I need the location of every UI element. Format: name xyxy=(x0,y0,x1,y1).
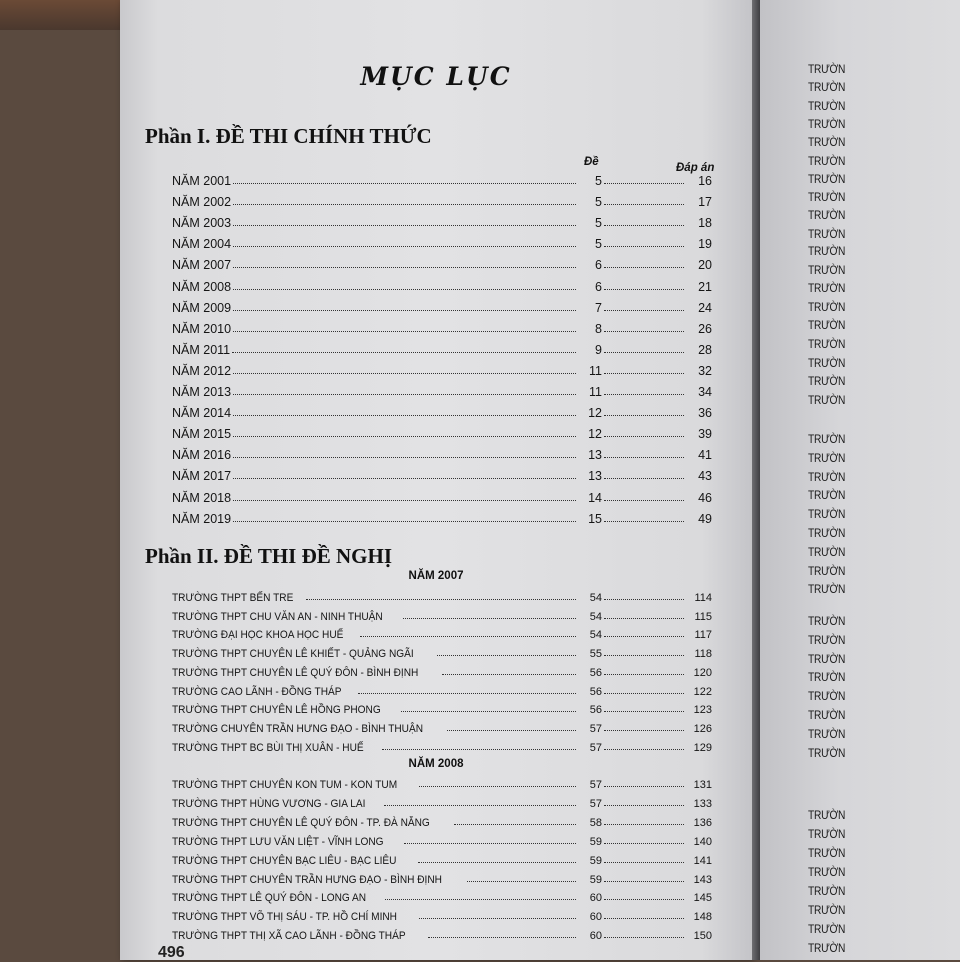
right-page-entry: TRƯỜN xyxy=(808,689,846,704)
dot-leader xyxy=(403,617,576,619)
right-page-entry: TRƯỜN xyxy=(808,299,846,314)
dot-leader xyxy=(604,710,684,712)
toc-entry-label: NĂM 2003 xyxy=(172,216,232,231)
dot-leader xyxy=(454,823,576,825)
dot-leader xyxy=(418,861,576,863)
toc-entry-label: TRƯỜNG THPT LƯU VĂN LIỆT - VĨNH LONG xyxy=(172,835,384,848)
dot-leader xyxy=(233,203,576,205)
toc-de-page: 55 xyxy=(589,648,602,661)
toc-row xyxy=(172,442,712,462)
right-page-entry: TRƯỜN xyxy=(808,507,846,522)
toc-dapan-page: 43 xyxy=(698,469,712,484)
toc-dapan-page: 34 xyxy=(698,385,712,399)
dot-leader xyxy=(233,245,576,247)
dot-leader xyxy=(604,654,684,656)
right-page-entry: TRƯỜN xyxy=(808,469,846,484)
dot-leader xyxy=(604,898,684,900)
right-page-entry: TRƯỜN xyxy=(808,80,846,95)
toc-entry-label: TRƯỜNG THPT THỊ XÃ CAO LÃNH - ĐỒNG THÁP xyxy=(172,930,406,943)
toc-dapan-page: 28 xyxy=(698,342,712,357)
toc-entry-label: NĂM 2015 xyxy=(172,427,232,442)
dot-leader xyxy=(604,414,684,416)
right-page-entry: TRƯỜN xyxy=(808,726,846,741)
toc-row xyxy=(172,621,712,641)
dot-leader xyxy=(604,309,684,311)
toc-dapan-page: 145 xyxy=(693,892,712,905)
toc-row xyxy=(172,189,712,209)
right-page-entry: TRƯỜN xyxy=(808,116,846,131)
dot-leader xyxy=(604,351,684,353)
toc-de-page: 54 xyxy=(589,592,602,604)
right-page-entry: TRƯỜN xyxy=(808,544,846,559)
toc-entry-label: TRƯỜNG THPT CHUYÊN LÊ QUÝ ĐÔN - TP. ĐÀ NẴNG xyxy=(172,816,430,829)
toc-dapan-page: 117 xyxy=(694,629,712,642)
toc-entry-label: NĂM 2017 xyxy=(172,469,232,484)
toc-row xyxy=(172,866,712,886)
dot-leader xyxy=(467,880,576,882)
toc-dapan-page: 20 xyxy=(698,258,712,273)
part1-heading: Phần I. ĐỀ THI CHÍNH THỨC xyxy=(145,124,432,148)
toc-entry-label: NĂM 2016 xyxy=(172,448,232,463)
right-page-entry: TRƯỜN xyxy=(808,171,846,186)
toc-de-page: 13 xyxy=(588,448,602,463)
toc-row xyxy=(172,295,712,315)
toc-dapan-page: 150 xyxy=(693,930,712,943)
dot-leader xyxy=(233,330,576,332)
dot-leader xyxy=(419,917,576,919)
toc-de-page: 57 xyxy=(589,797,602,810)
dot-leader xyxy=(233,435,576,437)
toc-row xyxy=(172,506,712,526)
dot-leader xyxy=(604,748,684,750)
dot-leader xyxy=(604,917,684,919)
toc-dapan-page: 129 xyxy=(693,741,712,754)
toc-row xyxy=(172,809,712,829)
toc-row xyxy=(172,584,712,604)
toc-de-page: 60 xyxy=(589,892,602,905)
toc-entry-label: TRƯỜNG THPT CHUYÊN TRẦN HƯNG ĐẠO - BÌNH ĐỊNH xyxy=(172,873,442,886)
right-page-entry: TRƯỜN xyxy=(808,318,846,333)
dot-leader xyxy=(604,823,684,825)
year-2008-heading: NĂM 2008 xyxy=(408,758,464,770)
dot-leader xyxy=(437,654,576,656)
toc-row xyxy=(172,379,712,399)
right-page-entry: TRƯỜN xyxy=(808,244,846,258)
toc-dapan-page: 19 xyxy=(698,237,712,252)
dot-leader xyxy=(604,435,684,437)
toc-entry-label: TRƯỜNG THPT LÊ QUÝ ĐÔN - LONG AN xyxy=(172,892,367,905)
toc-row xyxy=(172,337,712,357)
toc-row xyxy=(172,358,712,378)
toc-row xyxy=(172,603,712,623)
dot-leader xyxy=(604,330,684,332)
toc-entry-label: TRƯỜNG THPT CHUYÊN LÊ QUÝ ĐÔN - BÌNH ĐỊNH xyxy=(172,666,419,679)
toc-de-page: 56 xyxy=(589,704,602,717)
right-page-entry: TRƯỜN xyxy=(808,135,846,150)
dot-leader xyxy=(604,182,684,184)
toc-entry-label: TRƯỜNG CAO LÃNH - ĐỒNG THÁP xyxy=(172,685,342,698)
book-page-right xyxy=(760,0,960,960)
dot-leader xyxy=(604,673,684,675)
toc-dapan-page: 17 xyxy=(698,195,712,210)
toc-de-page: 58 xyxy=(589,816,602,829)
toc-de-page: 12 xyxy=(588,427,602,442)
toc-row xyxy=(172,640,712,660)
toc-row xyxy=(172,847,712,867)
right-page-entry: TRƯỜN xyxy=(808,582,846,597)
dot-leader xyxy=(233,456,576,458)
dot-leader xyxy=(604,372,684,374)
toc-row xyxy=(172,252,712,272)
toc-dapan-page: 41 xyxy=(698,448,712,463)
toc-entry-label: TRƯỜNG CHUYÊN TRẦN HƯNG ĐẠO - BÌNH THUẬN xyxy=(172,722,424,735)
dot-leader xyxy=(604,880,684,882)
right-page-entry: TRƯỜN xyxy=(808,62,846,76)
dot-leader xyxy=(358,692,576,694)
toc-entry-label: NĂM 2007 xyxy=(172,258,232,273)
right-page-entry: TRƯỜN xyxy=(808,865,846,879)
toc-dapan-page: 143 xyxy=(693,873,712,886)
toc-entry-label: NĂM 2001 xyxy=(172,174,232,188)
dot-leader xyxy=(604,393,684,395)
toc-de-page: 59 xyxy=(589,873,602,886)
dot-leader xyxy=(604,224,684,226)
toc-dapan-page: 148 xyxy=(693,911,712,924)
toc-row xyxy=(172,790,712,810)
dot-leader xyxy=(233,477,576,479)
dot-leader xyxy=(604,456,684,458)
right-page-entry: TRƯỜN xyxy=(808,903,846,917)
right-page-entry: TRƯỜN xyxy=(808,281,846,296)
toc-entry-label: TRƯỜNG THPT CHUYÊN BẠC LIÊU - BẠC LIÊU xyxy=(172,854,397,867)
toc-dapan-page: 140 xyxy=(693,835,712,848)
toc-de-page: 15 xyxy=(588,511,602,526)
toc-dapan-page: 133 xyxy=(693,797,712,810)
dot-leader xyxy=(233,309,576,311)
dot-leader xyxy=(419,785,576,787)
toc-de-page: 54 xyxy=(589,629,602,642)
toc-row xyxy=(172,903,712,923)
right-page-entry: TRƯỜN xyxy=(808,190,846,205)
toc-dapan-page: 24 xyxy=(698,300,712,315)
toc-de-page: 8 xyxy=(595,321,602,336)
toc-row xyxy=(172,696,712,716)
toc-dapan-page: 122 xyxy=(693,685,712,698)
toc-dapan-page: 32 xyxy=(698,363,712,378)
right-page-entry: TRƯỜN xyxy=(808,450,846,465)
toc-dapan-page: 123 xyxy=(693,704,712,717)
toc-de-page: 56 xyxy=(589,685,602,698)
column-header-dapan: Đáp án xyxy=(676,162,715,174)
toc-dapan-page: 21 xyxy=(698,279,712,294)
right-page-entry: TRƯỜN xyxy=(808,708,846,722)
toc-entry-label: TRƯỜNG THPT VÕ THỊ SÁU - TP. HỒ CHÍ MINH xyxy=(172,911,397,924)
right-page-entry: TRƯỜN xyxy=(808,922,846,936)
toc-dapan-page: 26 xyxy=(698,321,712,336)
toc-de-page: 11 xyxy=(589,363,602,378)
toc-dapan-page: 136 xyxy=(693,816,712,829)
right-page-entry: TRƯỜN xyxy=(808,262,846,277)
right-page-entry: TRƯỜN xyxy=(808,337,846,351)
toc-entry-label: NĂM 2012 xyxy=(172,363,232,378)
toc-row xyxy=(172,771,712,791)
dot-leader xyxy=(401,710,576,712)
toc-dapan-page: 49 xyxy=(698,511,712,526)
toc-row xyxy=(172,168,712,188)
right-page-entry: TRƯỜN xyxy=(808,846,846,860)
toc-dapan-page: 114 xyxy=(694,592,712,604)
toc-entry-label: NĂM 2010 xyxy=(172,321,232,336)
dot-leader xyxy=(604,804,684,806)
toc-entry-label: TRƯỜNG ĐẠI HỌC KHOA HỌC HUẾ xyxy=(172,629,344,642)
toc-dapan-page: 36 xyxy=(698,406,712,421)
toc-row xyxy=(172,734,712,754)
dot-leader xyxy=(604,861,684,863)
toc-row xyxy=(172,421,712,441)
dot-leader xyxy=(604,266,684,268)
toc-de-page: 54 xyxy=(589,610,602,623)
toc-de-page: 9 xyxy=(595,342,602,357)
dot-leader xyxy=(233,499,576,501)
toc-entry-label: TRƯỜNG THPT BC BÙI THỊ XUÂN - HUẾ xyxy=(172,741,364,754)
toc-row xyxy=(172,274,712,294)
toc-dapan-page: 118 xyxy=(694,648,712,661)
toc-dapan-page: 120 xyxy=(693,666,712,679)
toc-dapan-page: 18 xyxy=(698,216,712,231)
dot-leader xyxy=(604,936,684,938)
toc-row xyxy=(172,463,712,483)
dot-leader xyxy=(233,266,576,268)
page-number: 496 xyxy=(158,944,185,961)
toc-row xyxy=(172,678,712,698)
toc-entry-label: TRƯỜNG THPT CHUYÊN LÊ HỒNG PHONG xyxy=(172,704,381,717)
dot-leader xyxy=(604,477,684,479)
toc-dapan-page: 126 xyxy=(693,722,712,735)
toc-row xyxy=(172,884,712,904)
dot-leader xyxy=(404,842,576,844)
dot-leader xyxy=(382,748,576,750)
dot-leader xyxy=(604,785,684,787)
dot-leader xyxy=(306,598,576,600)
toc-entry-label: TRƯỜNG THPT CHUYÊN KON TUM - KON TUM xyxy=(172,779,398,791)
right-page-entry: TRƯỜN xyxy=(808,526,846,540)
toc-row xyxy=(172,659,712,679)
right-page-entry: TRƯỜN xyxy=(808,488,846,503)
toc-de-page: 7 xyxy=(595,300,602,315)
dot-leader xyxy=(604,203,684,205)
dot-leader xyxy=(604,520,684,522)
right-page-entry: TRƯỜN xyxy=(808,392,846,407)
toc-entry-label: TRƯỜNG THPT CHU VĂN AN - NINH THUẬN xyxy=(172,610,383,623)
dot-leader xyxy=(604,245,684,247)
toc-de-page: 59 xyxy=(589,854,602,867)
dot-leader xyxy=(360,635,576,637)
toc-de-page: 6 xyxy=(595,258,602,273)
right-page-entry: TRƯỜN xyxy=(808,614,846,628)
toc-entry-label: TRƯỜNG THPT HÙNG VƯƠNG - GIA LAI xyxy=(172,797,366,810)
dot-leader xyxy=(233,182,576,184)
right-page-entry: TRƯỜN xyxy=(808,651,846,666)
dot-leader xyxy=(428,936,576,938)
dot-leader xyxy=(233,288,576,290)
dot-leader xyxy=(233,224,576,226)
toc-dapan-page: 46 xyxy=(698,490,712,505)
toc-de-page: 12 xyxy=(588,406,602,421)
toc-de-page: 57 xyxy=(589,722,602,735)
right-page-entry: TRƯỜN xyxy=(808,374,846,389)
toc-de-page: 60 xyxy=(589,930,602,943)
right-page-entry: TRƯỜN xyxy=(808,153,846,168)
dot-leader xyxy=(604,692,684,694)
toc-de-page: 60 xyxy=(589,911,602,924)
dot-leader xyxy=(604,729,684,731)
right-page-entry: TRƯỜN xyxy=(808,98,846,113)
toc-entry-label: NĂM 2014 xyxy=(172,406,232,421)
book-page-left xyxy=(120,0,752,960)
toc-entry-label: NĂM 2011 xyxy=(172,342,231,357)
toc-de-page: 57 xyxy=(589,779,602,791)
toc-dapan-page: 16 xyxy=(698,174,712,188)
toc-de-page: 13 xyxy=(588,469,602,484)
toc-row xyxy=(172,316,712,336)
dot-leader xyxy=(233,414,576,416)
toc-de-page: 5 xyxy=(595,216,602,231)
dot-leader xyxy=(604,499,684,501)
dot-leader xyxy=(232,351,576,353)
dot-leader xyxy=(384,804,576,806)
right-page-entry: TRƯỜN xyxy=(808,563,846,578)
toc-dapan-page: 39 xyxy=(698,427,712,442)
toc-row xyxy=(172,828,712,848)
toc-entry-label: NĂM 2008 xyxy=(172,279,232,294)
book-spine-gap xyxy=(752,0,760,960)
toc-de-page: 6 xyxy=(595,279,602,294)
toc-entry-label: NĂM 2009 xyxy=(172,300,232,315)
toc-de-page: 14 xyxy=(588,490,602,505)
toc-de-page: 5 xyxy=(595,237,602,252)
toc-entry-label: NĂM 2013 xyxy=(172,385,232,399)
dot-leader xyxy=(604,598,684,600)
dot-leader xyxy=(604,617,684,619)
column-header-de: Đề xyxy=(584,156,599,168)
dot-leader xyxy=(233,393,576,395)
toc-row xyxy=(172,231,712,251)
toc-entry-label: NĂM 2018 xyxy=(172,490,232,505)
right-page-entry: TRƯỜN xyxy=(808,745,846,760)
toc-entry-label: NĂM 2004 xyxy=(172,237,232,252)
dot-leader xyxy=(233,520,576,522)
toc-entry-label: TRƯỜNG THPT BẾN TRE xyxy=(172,592,294,604)
toc-de-page: 5 xyxy=(595,195,602,210)
right-page-entry: TRƯỜN xyxy=(808,670,846,685)
toc-de-page: 11 xyxy=(589,385,602,399)
dot-leader xyxy=(447,729,576,731)
toc-row xyxy=(172,715,712,735)
toc-entry-label: TRƯỜNG THPT CHUYÊN LÊ KHIẾT - QUẢNG NGÃI xyxy=(172,648,414,661)
toc-dapan-page: 131 xyxy=(693,779,712,791)
year-2007-heading: NĂM 2007 xyxy=(408,570,464,582)
dot-leader xyxy=(604,288,684,290)
right-page-entry: TRƯỜN xyxy=(808,808,846,822)
toc-entry-label: NĂM 2002 xyxy=(172,195,232,210)
toc-de-page: 56 xyxy=(589,666,602,679)
right-page-entry: TRƯỜN xyxy=(808,432,846,446)
right-page-entry: TRƯỜN xyxy=(808,827,846,841)
page-title: MỤC LỤC xyxy=(360,62,512,91)
dot-leader xyxy=(604,842,684,844)
dot-leader xyxy=(442,673,576,675)
toc-row xyxy=(172,922,712,942)
toc-de-page: 5 xyxy=(595,174,602,188)
right-page-entry: TRƯỜN xyxy=(808,226,846,241)
right-page-entry: TRƯỜN xyxy=(808,884,846,898)
right-page-entry: TRƯỜN xyxy=(808,632,846,647)
dot-leader xyxy=(233,372,576,374)
toc-row xyxy=(172,400,712,420)
right-page-entry: TRƯỜN xyxy=(808,208,846,223)
dot-leader xyxy=(385,898,576,900)
toc-row xyxy=(172,210,712,230)
toc-row xyxy=(172,485,712,505)
toc-dapan-page: 115 xyxy=(694,610,712,623)
right-page-entry: TRƯỜN xyxy=(808,355,846,370)
toc-dapan-page: 141 xyxy=(693,854,712,867)
toc-de-page: 57 xyxy=(589,741,602,754)
part2-heading: Phần II. ĐỀ THI ĐỀ NGHỊ xyxy=(145,544,393,568)
toc-de-page: 59 xyxy=(589,835,602,848)
toc-entry-label: NĂM 2019 xyxy=(172,511,232,526)
dot-leader xyxy=(604,635,684,637)
right-page-entry: TRƯỜN xyxy=(808,941,846,955)
